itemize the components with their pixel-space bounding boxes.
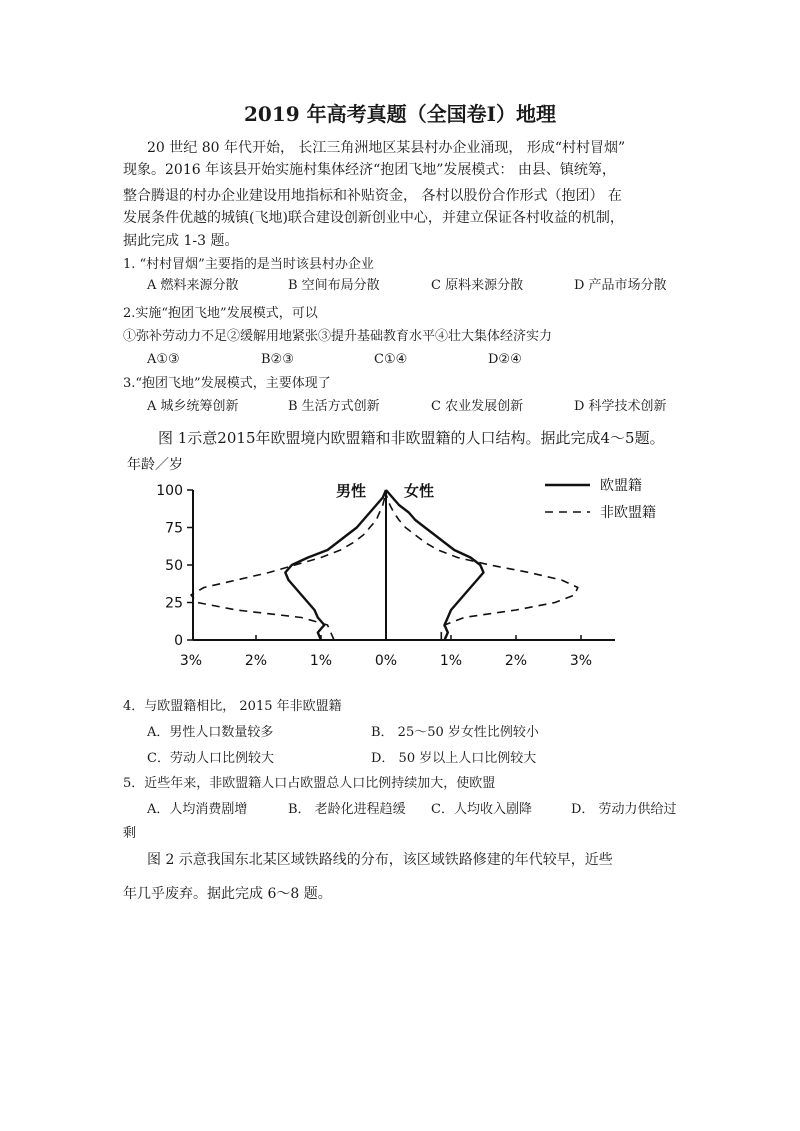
legend-label: 非欧盟籍 [600, 505, 656, 521]
question-2-option-c: C①④ [374, 352, 408, 367]
question-5-option-d-continued: 剩 [123, 826, 137, 841]
y-tick-label: 75 [165, 520, 183, 537]
question-5-option-d: D． 劳动力供给过 [571, 802, 677, 817]
question-2-option-b: B②③ [261, 352, 294, 367]
population-pyramid-chart [125, 455, 676, 670]
population-pyramid-svg [125, 455, 676, 670]
x-tick-label: 0% [374, 653, 398, 669]
question-4-option-c: C．劳动人口比例较大 [147, 751, 274, 766]
figure-2-intro-line-1: 图 2 示意我国东北某区域铁路线的分布，该区域铁路修建的年代较早，近些 [147, 852, 613, 868]
intro-line-2: 现象。2016 年该县开始实施村集体经济“抱团飞地”发展模式： 由县、镇统筹， [123, 162, 616, 178]
question-2-stem: 2.实施“抱团飞地”发展模式，可以 [123, 306, 318, 321]
y-tick-label: 25 [165, 595, 183, 612]
question-4-option-d: D． 50 岁以上人口比例较大 [371, 751, 537, 766]
question-5-option-c: C．人均收入剧降 [431, 802, 532, 817]
x-tick-label: 1% [439, 653, 463, 669]
x-tick-label: 2% [244, 653, 268, 669]
y-tick-label: 50 [165, 558, 183, 574]
intro-line-5: 据此完成 1-3 题。 [123, 233, 239, 249]
question-3-option-d: D 科学技术创新 [574, 399, 667, 414]
question-4-option-a: A．男性人口数量较多 [147, 725, 274, 740]
x-tick-label: 2% [504, 653, 528, 669]
figure-1-intro: 图 1示意2015年欧盟境内欧盟籍和非欧盟籍的人口结构。据此完成4～5题。 [158, 429, 665, 447]
x-tick-label: 3% [569, 653, 593, 669]
page-title: 2019 年高考真题（全国卷Ⅰ）地理 [244, 102, 556, 126]
question-2-option-a: A①③ [147, 352, 180, 367]
intro-line-3: 整合腾退的村办企业建设用地指标和补贴资金， 各村以股份合作形式（抱团） 在 [123, 188, 622, 204]
series-line-eu-female [386, 490, 484, 640]
question-3-option-b: B 生活方式创新 [288, 399, 380, 414]
question-3-option-a: A 城乡统筹创新 [147, 399, 239, 414]
figure-2-intro-line-2: 年几乎废弃。据此完成 6～8 题。 [123, 886, 332, 902]
question-1-option-b: B 空间布局分散 [288, 278, 380, 293]
question-3-option-c: C 农业发展创新 [431, 399, 524, 414]
question-1-option-d: D 产品市场分散 [574, 278, 667, 293]
x-tick-label: 1% [309, 653, 333, 669]
question-1-option-a: A 燃料来源分散 [147, 278, 239, 293]
female-label: 女性 [404, 482, 435, 500]
question-4-option-b: B． 25～50 岁女性比例较小 [371, 725, 539, 740]
question-5-option-a: A．人均消费剧增 [147, 802, 248, 817]
question-1-stem: 1. “村村冒烟”主要指的是当时该县村办企业 [123, 257, 374, 272]
question-2-option-d: D②④ [488, 352, 522, 367]
question-5-stem: 5．近些年来，非欧盟籍人口占欧盟总人口比例持续加大，使欧盟 [123, 776, 496, 791]
question-5-option-b: B． 老龄化进程趋缓 [288, 802, 406, 817]
question-2-items: ①弥补劳动力不足②缓解用地紧张③提升基础教育水平④壮大集体经济实力 [123, 329, 553, 344]
x-tick-label: 3% [179, 653, 203, 669]
question-1-option-c: C 原料来源分散 [431, 278, 524, 293]
intro-line-4: 发展条件优越的城镇(飞地)联合建设创新创业中心，并建立保证各村收益的机制， [123, 210, 624, 226]
question-4-stem: 4．与欧盟籍相比， 2015 年非欧盟籍 [123, 699, 342, 714]
intro-line-1: 20 世纪 80 年代开始， 长江三角洲地区某县村办企业涌现， 形成“村村冒烟” [147, 140, 626, 156]
male-label: 男性 [335, 482, 366, 500]
y-tick-label: 100 [156, 483, 183, 499]
question-3-stem: 3.“抱团飞地”发展模式，主要体现了 [123, 376, 331, 391]
y-axis-label: 年龄／岁 [127, 457, 183, 473]
legend-label: 欧盟籍 [600, 478, 642, 494]
y-tick-label: 0 [174, 633, 183, 649]
